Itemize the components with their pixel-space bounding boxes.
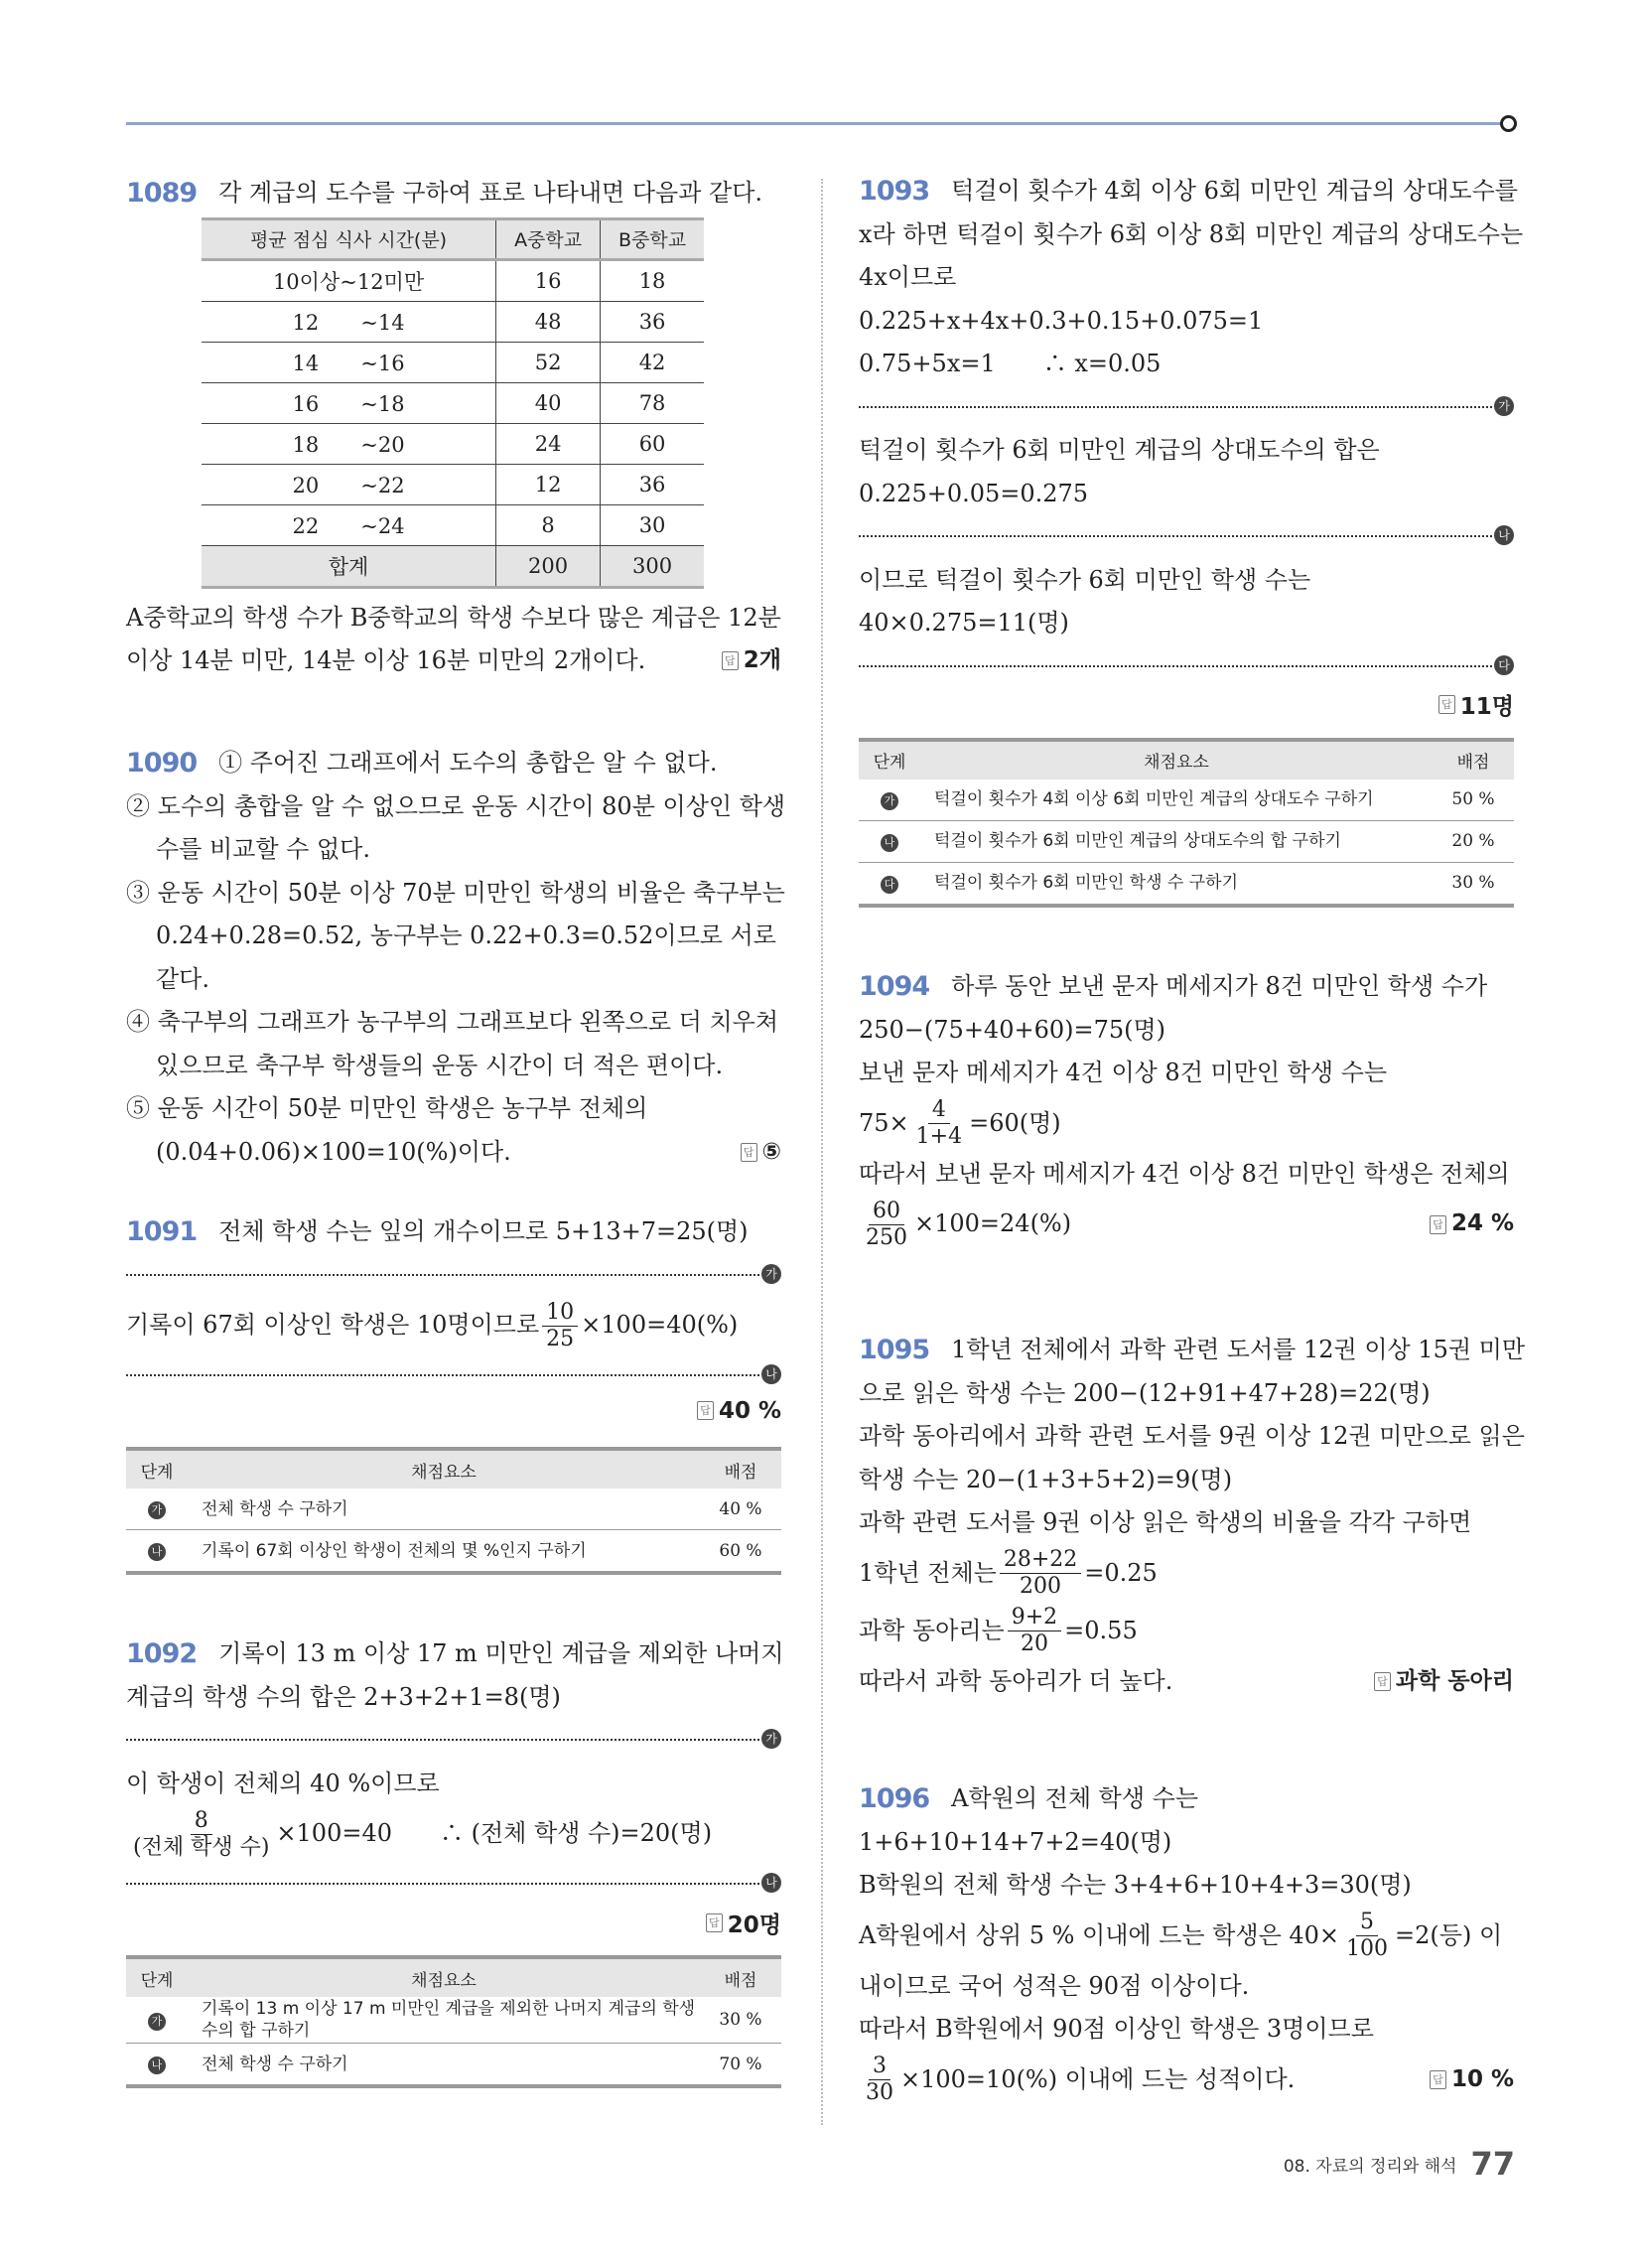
problem-1096 (859, 1777, 1514, 2109)
fraction (129, 1808, 273, 1861)
denominator: 250 (866, 1224, 907, 1250)
problem-1093 (859, 170, 1524, 908)
chapter-title: 08. 자료의 정리와 해석 (1283, 2156, 1457, 2177)
text-segment: 과학 동아리는 (859, 1616, 1005, 1644)
text-line (126, 958, 781, 1002)
header-row (859, 740, 1514, 780)
answer-icon: 답 (722, 651, 739, 670)
text-line (859, 1329, 1526, 1372)
table-cell: 10이상~12미만 (202, 259, 496, 301)
answer-value: 2개 (743, 647, 781, 673)
text-line (126, 785, 786, 829)
text-line (859, 1415, 1525, 1459)
denominator: 25 (546, 1326, 575, 1351)
step-marker-icon: 가 (761, 1264, 781, 1284)
numerator: 9+2 (1008, 1605, 1061, 1631)
numerator: 8 (191, 1808, 212, 1835)
column-header: 단계 (126, 1449, 188, 1488)
text-segment: 이상 14분 미만, 14분 이상 16분 미만의 2개이다. (126, 646, 646, 674)
problem-1094 (859, 965, 1514, 1253)
text-segment: 1학년 전체에서 과학 관련 도서를 12권 이상 15권 미만 (951, 1336, 1526, 1363)
step-marker-icon: 나 (148, 2056, 166, 2074)
answer-icon: 답 (697, 1401, 714, 1420)
text-segment: B학원의 전체 학생 수는 3+4+6+10+4+3=30(명) (859, 1871, 1412, 1899)
problem-number: 1089 (126, 178, 198, 209)
problem-number: 1091 (126, 1216, 198, 1247)
column-header: 배점 (1433, 740, 1514, 780)
scoring-table (126, 1447, 781, 1575)
problem-number: 1093 (859, 176, 930, 207)
text-segment: 이 학생이 전체의 40 %이므로 (126, 1769, 440, 1797)
text-segment: 0.24+0.28=0.52, 농구부는 0.22+0.3=0.52이므로 서로 (156, 921, 776, 949)
problem-1091 (126, 1210, 781, 1575)
text-line (859, 1660, 1514, 1704)
text-line (859, 1545, 1514, 1603)
text-segment: 과학 동아리에서 과학 관련 도서를 9권 이상 12권 미만으로 읽은 (859, 1422, 1525, 1450)
text-segment: 내이므로 국어 성적은 90점 이상이다. (859, 1971, 1250, 2000)
fraction (542, 1300, 578, 1352)
step-marker-icon: 가 (148, 2013, 166, 2031)
step-marker-icon: 나 (881, 834, 898, 852)
step-divider (859, 515, 1514, 559)
table-cell: 200 (496, 545, 601, 587)
text-line (126, 828, 781, 872)
text-line (859, 213, 1524, 257)
numerator: 60 (869, 1199, 904, 1225)
text-segment: 따라서 과학 동아리가 더 높다. (859, 1666, 1173, 1695)
problem-number: 1090 (126, 748, 198, 779)
text-segment: 1학년 전체는 (859, 1558, 997, 1587)
table-row (859, 820, 1514, 862)
text-segment: 수를 비교할 수 없다. (156, 835, 370, 863)
text-segment: 하루 동안 보낸 문자 메세지가 8건 미만인 학생 수가 (951, 972, 1488, 1000)
text-segment: 으로 읽은 학생 수는 200−(12+91+47+28)=22(명) (859, 1378, 1431, 1407)
column-header: 채점요소 (188, 1449, 700, 1488)
answer-icon: 답 (1374, 1672, 1391, 1691)
table-cell: 24 (496, 423, 601, 464)
text-line (859, 1965, 1514, 2009)
text-segment: 기록이 13 m 이상 17 m 미만인 계급을 제외한 나머지 (218, 1639, 784, 1667)
dotted-line (859, 406, 1492, 408)
text-segment: (0.04+0.06)×100=10(%)이다. (156, 1137, 511, 1166)
criteria-cell: 기록이 13 m 이상 17 m 미만인 계급을 제외한 나머지 계급의 학생 수의 합 구하기 (188, 1997, 700, 2044)
text-segment: 전체 학생 수는 잎의 개수이므로 5+13+7=25(명) (218, 1217, 749, 1245)
answer (1430, 1203, 1514, 1246)
table-cell: 16 ~18 (202, 382, 496, 423)
text-line (859, 1501, 1514, 1545)
text-line (859, 559, 1514, 603)
answer-icon: 답 (741, 1143, 757, 1162)
criteria-cell: 기록이 67회 이상인 학생이 전체의 몇 %인지 구하기 (188, 1530, 700, 1574)
answer-value: 10 % (1450, 2065, 1514, 2092)
criteria-cell: 턱걸이 횟수가 4회 이상 6회 미만인 계급의 상대도수 구하기 (920, 780, 1433, 821)
text-line (859, 1009, 1514, 1053)
step-marker-icon: 가 (881, 792, 898, 810)
text-line (126, 597, 781, 640)
text-line (126, 915, 781, 958)
problem-number: 1094 (859, 971, 930, 1002)
text-line (859, 429, 1514, 473)
answer-line (126, 1398, 781, 1442)
step-cell (859, 780, 920, 821)
table-cell: 78 (601, 382, 704, 423)
text-segment: =0.55 (1064, 1616, 1138, 1644)
table-cell: 42 (601, 342, 704, 382)
answer (1430, 2058, 1514, 2102)
answer (706, 1907, 781, 1939)
table-row (202, 301, 704, 342)
text-line (859, 1908, 1514, 1965)
column-header: 채점요소 (188, 1957, 700, 1997)
dotted-line (859, 665, 1492, 667)
table-cell: 40 (496, 382, 601, 423)
denominator: 30 (866, 2080, 893, 2105)
text-segment: 0.225+x+4x+0.3+0.15+0.075=1 (859, 306, 1264, 335)
column-header: A중학교 (496, 218, 601, 259)
text-line (859, 256, 1514, 300)
text-line (126, 1087, 781, 1131)
text-line (126, 1676, 781, 1720)
table-row (859, 862, 1514, 906)
step-cell (859, 862, 920, 906)
table-cell: 18 (601, 259, 704, 301)
table-cell: 36 (601, 464, 704, 504)
text-segment: 따라서 B학원에서 90점 이상인 학생은 3명이므로 (859, 2015, 1374, 2043)
text-segment: ③ 운동 시간이 50분 이상 70분 미만인 학생의 비율은 축구부는 (126, 878, 785, 907)
problem-1090 (126, 742, 786, 1174)
fraction (912, 1097, 966, 1150)
step-divider (859, 386, 1514, 430)
text-line (859, 2008, 1514, 2052)
table-cell: 36 (601, 301, 704, 342)
header-row (126, 1957, 781, 1997)
text-line (126, 872, 785, 916)
text-line (859, 1052, 1514, 1095)
table-row (126, 2044, 781, 2087)
top-rule (126, 122, 1506, 125)
text-segment: =60(명) (969, 1108, 1061, 1137)
table-cell: 12 ~14 (202, 301, 496, 342)
answer-icon: 답 (1438, 695, 1455, 714)
column-header: 단계 (126, 1957, 188, 1997)
table-cell: 48 (496, 301, 601, 342)
text-segment: ×100=40 ∴ (전체 학생 수)=20(명) (276, 1819, 713, 1848)
text-segment: =0.25 (1084, 1558, 1158, 1587)
score-cell: 50 % (1433, 780, 1514, 821)
column-header: 배점 (700, 1957, 781, 1997)
dotted-line (126, 1374, 759, 1376)
text-segment: 4x이므로 (859, 263, 957, 291)
text-segment: ×100=24(%) (914, 1209, 1072, 1238)
fraction (862, 2054, 897, 2106)
answer-line (859, 688, 1514, 732)
text-segment: ×100=10(%) 이내에 드는 성적이다. (900, 2064, 1296, 2093)
step-divider (859, 645, 1514, 689)
text-segment: 따라서 보낸 문자 메세지가 4건 이상 8건 미만인 학생은 전체의 (859, 1159, 1510, 1188)
text-line (126, 1805, 781, 1863)
text-segment: 이므로 턱걸이 횟수가 6회 미만인 학생 수는 (859, 565, 1311, 594)
answer (697, 1398, 781, 1424)
dotted-line (126, 1739, 759, 1741)
step-cell (126, 2044, 188, 2087)
table-row (202, 464, 704, 504)
denominator: (전체 학생 수) (133, 1834, 270, 1860)
table-row (859, 780, 1514, 821)
text-line (126, 1632, 784, 1676)
score-cell: 60 % (700, 1530, 781, 1574)
score-cell: 30 % (1433, 862, 1514, 906)
table-row (202, 342, 704, 382)
table-cell: 30 (601, 504, 704, 545)
frequency-table (202, 217, 704, 589)
table-row (202, 504, 704, 545)
text-segment: 1+6+10+14+7+2=40(명) (859, 1827, 1172, 1856)
numerator: 28+22 (1000, 1547, 1081, 1574)
text-segment: 각 계급의 도수를 구하여 표로 나타내면 다음과 같다. (218, 179, 763, 207)
fraction (1000, 1547, 1081, 1600)
text-segment: 같다. (156, 964, 209, 993)
criteria-cell: 턱걸이 횟수가 6회 미만인 학생 수 구하기 (920, 862, 1433, 906)
answer (741, 1131, 781, 1175)
text-line (126, 1131, 781, 1175)
problem-1089 (126, 172, 781, 683)
text-line (859, 2052, 1514, 2109)
text-segment: A학원의 전체 학생 수는 (951, 1784, 1199, 1812)
answer-value: 11명 (1459, 694, 1514, 720)
score-cell: 20 % (1433, 820, 1514, 862)
text-line (859, 1153, 1514, 1197)
step-marker-icon: 가 (1494, 396, 1514, 416)
text-segment: A중학교의 학생 수가 B중학교의 학생 수보다 많은 계급은 12분 (126, 603, 781, 632)
text-segment: 0.225+0.05=0.275 (859, 479, 1089, 507)
score-cell: 40 % (700, 1488, 781, 1530)
denominator: 1+4 (915, 1124, 963, 1149)
problem-1095 (859, 1329, 1526, 1703)
text-segment: 있으므로 축구부 학생들의 운동 시간이 더 적은 편이다. (156, 1051, 724, 1079)
text-segment: 턱걸이 횟수가 4회 이상 6회 미만인 계급의 상대도수를 (951, 177, 1518, 205)
text-line (859, 300, 1514, 344)
text-segment: x라 하면 턱걸이 횟수가 6회 이상 8회 미만인 계급의 상대도수는 (859, 219, 1524, 248)
text-segment: 기록이 67회 이상인 학생은 10명이므로 (126, 1311, 540, 1340)
text-line (859, 1196, 1514, 1253)
header-row (202, 218, 704, 259)
dotted-line (126, 1883, 759, 1885)
text-segment: 250−(75+40+60)=75(명) (859, 1015, 1166, 1044)
text-segment: 40×0.275=11(명) (859, 609, 1069, 637)
table-cell: 18 ~20 (202, 423, 496, 464)
step-cell (126, 1530, 188, 1574)
step-marker-icon: 가 (761, 1729, 781, 1749)
header-row (126, 1449, 781, 1488)
text-segment: 턱걸이 횟수가 6회 미만인 계급의 상대도수의 합은 (859, 436, 1380, 464)
dotted-line (859, 535, 1492, 537)
text-line (126, 639, 781, 683)
table-row (126, 1997, 781, 2044)
step-marker-icon: 가 (148, 1501, 166, 1519)
step-divider (126, 1719, 781, 1763)
text-segment: ② 도수의 총합을 알 수 없으므로 운동 시간이 80분 이상인 학생 (126, 791, 786, 820)
step-marker-icon: 나 (1494, 525, 1514, 545)
problem-number: 1095 (859, 1335, 930, 1365)
text-segment: =2(등) 이 (1395, 1920, 1503, 1949)
step-cell (126, 1997, 188, 2044)
text-segment: 과학 관련 도서를 9권 이상 읽은 학생의 비율을 각각 구하면 (859, 1508, 1472, 1536)
score-cell: 30 % (700, 1997, 781, 2044)
text-line (859, 1095, 1514, 1153)
text-segment: ① 주어진 그래프에서 도수의 총합은 알 수 없다. (218, 749, 718, 777)
text-line (126, 742, 781, 785)
answer-icon: 답 (1430, 1215, 1446, 1234)
table-cell: 합계 (202, 545, 496, 587)
criteria-cell: 전체 학생 수 구하기 (188, 2044, 700, 2087)
step-divider (126, 1354, 781, 1398)
step-marker-icon: 다 (1494, 655, 1514, 675)
problem-number: 1092 (126, 1638, 198, 1669)
text-segment: ④ 축구부의 그래프가 농구부의 그래프보다 왼쪽으로 더 치우쳐 (126, 1008, 779, 1036)
table-row (126, 1530, 781, 1574)
problem-1092 (126, 1632, 784, 2088)
table-cell: 52 (496, 342, 601, 382)
text-segment: 학생 수는 20−(1+3+5+2)=9(명) (859, 1465, 1233, 1493)
text-line (126, 1297, 781, 1354)
score-cell: 70 % (700, 2044, 781, 2087)
page-number: 77 (1470, 2145, 1515, 2183)
text-line (859, 1777, 1514, 1821)
numerator: 10 (542, 1300, 578, 1327)
text-line (126, 1045, 781, 1088)
step-cell (859, 820, 920, 862)
denominator: 100 (1346, 1936, 1389, 1961)
table-row (202, 382, 704, 423)
column-header: B중학교 (601, 218, 704, 259)
text-segment: 보낸 문자 메세지가 4건 이상 8건 미만인 학생 수는 (859, 1059, 1388, 1086)
denominator: 20 (1020, 1631, 1048, 1656)
answer-line (126, 1907, 781, 1950)
fraction (862, 1199, 911, 1251)
text-line (859, 170, 1518, 213)
table-cell: 60 (601, 423, 704, 464)
rule-end-dot (1500, 115, 1517, 132)
text-segment: ⑤ 운동 시간이 50분 미만인 학생은 농구부 전체의 (126, 1094, 648, 1122)
answer (1438, 688, 1514, 721)
step-marker-icon: 나 (148, 1543, 166, 1561)
answer (1374, 1660, 1514, 1704)
table-cell: 16 (496, 259, 601, 301)
step-marker-icon: 다 (881, 876, 898, 894)
text-line (859, 602, 1514, 645)
text-segment: 75× (859, 1108, 909, 1137)
step-divider (126, 1254, 781, 1298)
column-header: 단계 (859, 740, 920, 780)
table-cell: 8 (496, 504, 601, 545)
text-segment: 0.75+5x=1 ∴ x=0.05 (859, 350, 1162, 377)
step-divider (126, 1863, 781, 1907)
table-cell: 14 ~16 (202, 342, 496, 382)
column-header: 평균 점심 식사 시간(분) (202, 218, 496, 259)
text-line (126, 1763, 781, 1806)
text-line (859, 1603, 1514, 1660)
table-row (202, 259, 704, 301)
table-cell: 300 (601, 545, 704, 587)
numerator: 5 (1356, 1910, 1378, 1936)
fraction (1008, 1605, 1061, 1657)
answer-icon: 답 (1430, 2070, 1446, 2089)
step-cell (126, 1488, 188, 1530)
page-footer (1284, 2145, 1515, 2183)
table-cell: 12 (496, 464, 601, 504)
text-line (126, 1001, 781, 1045)
denominator: 200 (1020, 1574, 1062, 1599)
text-line (859, 1821, 1514, 1865)
text-line (859, 1864, 1514, 1908)
text-line (859, 1372, 1514, 1416)
table-row (202, 423, 704, 464)
answer-value: 20명 (727, 1912, 781, 1938)
table-cell: 22 ~24 (202, 504, 496, 545)
answer-value: 24 % (1450, 1210, 1514, 1237)
scoring-table (126, 1955, 781, 2088)
text-line (859, 965, 1514, 1009)
criteria-cell: 턱걸이 횟수가 6회 미만인 계급의 상대도수의 합 구하기 (920, 820, 1433, 862)
column-divider (821, 179, 823, 2125)
text-line (126, 1210, 781, 1254)
fraction (1342, 1910, 1392, 1962)
text-line (126, 172, 781, 215)
text-line (859, 1459, 1514, 1502)
problem-number: 1096 (859, 1783, 930, 1814)
total-row (202, 545, 704, 587)
column-header: 채점요소 (920, 740, 1433, 780)
table-cell: 20 ~22 (202, 464, 496, 504)
text-line (859, 343, 1514, 386)
table-row (126, 1488, 781, 1530)
step-marker-icon: 나 (761, 1364, 781, 1384)
answer-value: ⑤ (761, 1138, 781, 1165)
text-segment: A학원에서 상위 5 % 이내에 드는 학생은 40× (859, 1920, 1340, 1949)
dotted-line (126, 1274, 759, 1276)
column-header: 배점 (700, 1449, 781, 1488)
text-segment: 계급의 학생 수의 합은 2+3+2+1=8(명) (126, 1682, 561, 1711)
numerator: 4 (928, 1097, 950, 1124)
numerator: 3 (869, 2054, 890, 2080)
text-segment: ×100=40(%) (581, 1311, 739, 1340)
criteria-cell: 전체 학생 수 구하기 (188, 1488, 700, 1530)
step-marker-icon: 나 (761, 1873, 781, 1893)
answer (722, 639, 781, 683)
answer-value: 40 % (718, 1397, 781, 1424)
scoring-table (859, 738, 1514, 908)
answer-icon: 답 (706, 1914, 723, 1932)
answer-value: 과학 동아리 (1395, 1667, 1514, 1694)
text-line (859, 473, 1514, 516)
